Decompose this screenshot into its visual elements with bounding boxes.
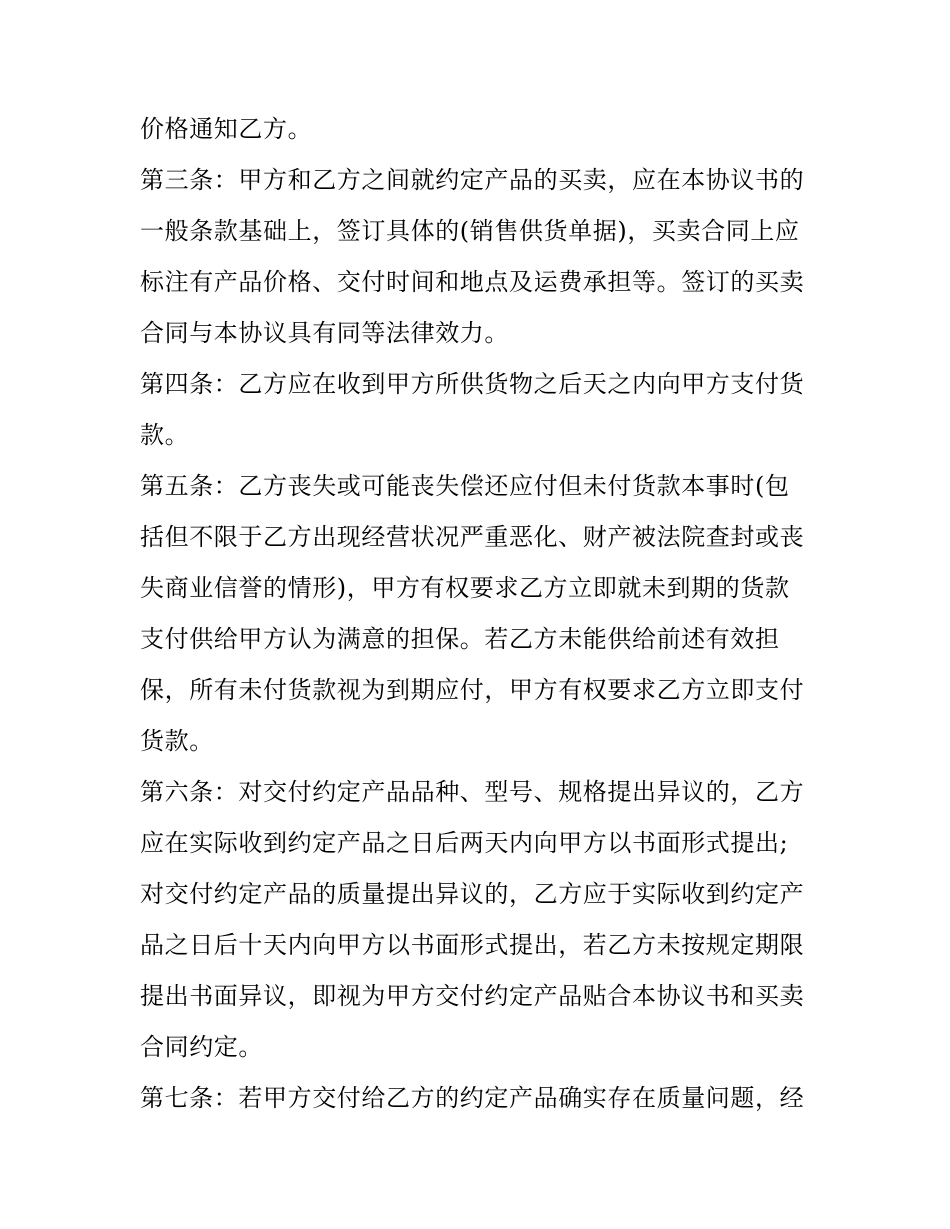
text-line: 价格通知乙方。 <box>140 115 313 143</box>
text-line: 支付供给甲方认为满意的担保。若乙方未能供给前述有效担 <box>140 625 780 653</box>
text-line: 标注有产品价格、交付时间和地点及运费承担等。签订的买卖 <box>140 268 805 296</box>
document-body <box>140 104 820 1124</box>
text-line: 括但不限于乙方出现经营状况严重恶化、财产被法院查封或丧 <box>140 523 805 551</box>
text-line: 对交付约定产品的质量提出异议的，乙方应于实际收到约定产 <box>140 880 805 908</box>
text-line: 品之日后十天内向甲方以书面形式提出，若乙方未按规定期限 <box>140 931 805 959</box>
text-line: 货款。 <box>140 727 214 755</box>
text-line: 第七条：若甲方交付给乙方的约定产品确实存在质量问题，经 <box>140 1084 805 1112</box>
text-line: 一般条款基础上，签订具体的(销售供货单据)，买卖合同上应 <box>140 217 800 245</box>
text-line: 第六条：对交付约定产品品种、型号、规格提出异议的，乙方 <box>140 778 805 806</box>
text-line: 款。 <box>140 421 190 449</box>
text-line: 保，所有未付货款视为到期应付，甲方有权要求乙方立即支付 <box>140 676 805 704</box>
text-line: 第三条：甲方和乙方之间就约定产品的买卖，应在本协议书的 <box>140 166 805 194</box>
text-line: 合同约定。 <box>140 1033 263 1061</box>
text-line: 第五条：乙方丧失或可能丧失偿还应付但未付货款本事时(包 <box>140 472 790 500</box>
text-line: 失商业信誉的情形)，甲方有权要求乙方立即就未到期的货款 <box>140 574 790 602</box>
text-line: 应在实际收到约定产品之日后两天内向甲方以书面形式提出; <box>140 829 789 857</box>
text-line: 合同与本协议具有同等法律效力。 <box>140 319 509 347</box>
text-line: 提出书面异议，即视为甲方交付约定产品贴合本协议书和买卖 <box>140 982 805 1010</box>
text-line: 第四条：乙方应在收到甲方所供货物之后天之内向甲方支付货 <box>140 370 805 398</box>
